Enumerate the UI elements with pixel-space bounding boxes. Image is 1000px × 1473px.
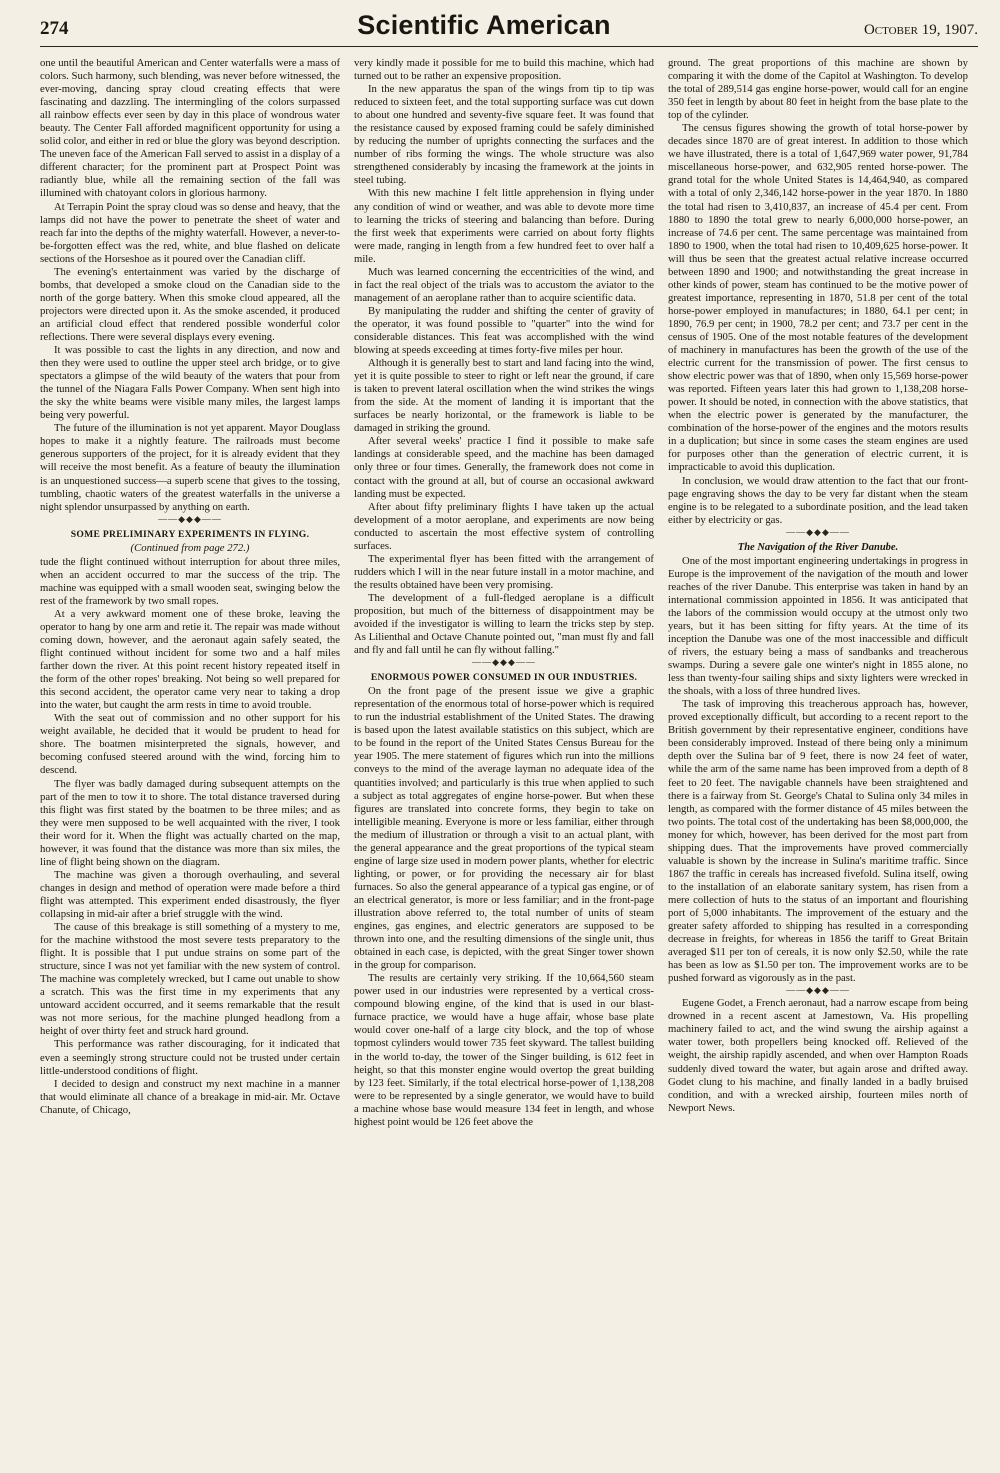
paragraph: One of the most important engineering undertakings in progress in Europe is the improvement of the navigation of the mouth and lower reaches of the river Danube. This enterprise was taken in hand by an international commission appointed in 1856. It was anticipated that the labors of the commission would occupy at the utmost only two years, but it has been sitting for fifty years. At the time of its inception the Danube was one of the most inaccessible and difficult of rivers, the estuary being a mass of sandbanks and treacherous swamps. During a severe gale one winter's night in 1855 alone, no less than twenty-four sailing ships and sixty lighters were wrecked in the shoals, with a loss of three hundred lives.	[668, 554, 968, 698]
paragraph: The experimental flyer has been fitted with the arrangement of rudders which I will in the near future install in a motor machine, and the results obtained have been very promising.	[354, 552, 654, 591]
article-heading-power: ENORMOUS POWER CONSUMED IN OUR INDUSTRIES.	[370, 672, 638, 684]
paragraph: tude the flight continued without interruption for about three miles, when an accident occurred to mar the success of the trip. The machine was equipped with a small wooden seat, swinging below the rest of the framework by two small ropes.	[40, 555, 340, 607]
column-3	[668, 57, 968, 1129]
issue-date: October 19, 1907.	[863, 22, 978, 38]
paragraph: It was possible to cast the lights in any direction, and now and then they were used to outline the upper steel arch bridge, or to give spectators a glimpse of the wild beauty of the waters that pour from the tunnel of the Niagara Falls Power Company. When sent high into the sky the white beams were visible many miles, the largest lamps being very powerful.	[40, 344, 340, 422]
column-2	[354, 57, 654, 1129]
paragraph: one until the beautiful American and Center waterfalls were a mass of colors. Such harmony, such blending, was never before witnessed, the ever-moving, dancing spray cloud creating effects that were fascinating and dazzling. The intermingling of the colors surpassed all rainbow effects ever seen by day in this place of wondrous water beauty. The Center Fall afforded magnificent opportunity for using a solid color, and either in red or blue the glory was beyond description. The uneven face of the American Fall served to assist in a display of a different character; for the prominent part at Prospect Point was radiantly blue, while all the remaining section of the fall was illumined with chatoyant colors in glorious harmony.	[40, 57, 340, 200]
article-columns	[40, 57, 978, 1129]
publication-title: Scientific American	[357, 10, 611, 40]
paragraph: This performance was rather discouraging, for it indicated that even a seemingly strong structure could not be trusted under certain little-understood conditions of flight.	[40, 1038, 340, 1077]
section-divider: ——◆◆◆——	[786, 985, 850, 996]
paragraph: ground. The great proportions of this machine are shown by comparing it with the dome of the Capitol at Washington. To develop the total of 289,514 gas engine horse-power, would call for an engine 350 feet in length by about 80 feet in height from the base plate to the top of the cylinder.	[668, 57, 968, 122]
article-heading-flying: SOME PRELIMINARY EXPERIMENTS IN FLYING.	[70, 528, 310, 540]
article-continuation-note: (Continued from page 272.)	[130, 541, 250, 554]
paragraph: The results are certainly very striking. If the 10,664,560 steam power used in our industries were represented by a vertical cross-compound blowing engine, of the kind that is used in our blast-furnace practice, we would have a huge affair, whose base plate would cover one-half of a large city block, and the top of whose topmost cylinders would tower 735 feet skyward. The tallest building in the world to-day, the tower of the Singer building, is 612 feet in height, so that this monster engine would overtop the great building by 123 feet. Similarly, if the total electrical horse-power of 1,138,208 were to be represented by a single generator, we would have to build a machine whose base would measure 134 feet in length, and whose highest point would be 126 feet above the	[354, 972, 654, 1128]
paragraph: Much was learned concerning the eccentricities of the wind, and in fact the real object of the trials was to accustom the aviator to the management of an aeroplane rather than to acquire scientific data.	[354, 265, 654, 304]
paragraph: The flyer was badly damaged during subsequent attempts on the part of the men to tow it to shore. The total distance traversed during this flight was first stated by the boatmen to be three miles; and as they were men supposed to be well acquainted with the river, I took their word for it. When the flight was actually charted on the map, however, it was found that the distance was more than six miles, the line of flight being shown on the diagram.	[40, 777, 340, 868]
paragraph: I decided to design and construct my next machine in a manner that would eliminate all chance of a breakage in mid-air. Mr. Octave Chanute, of Chicago,	[40, 1077, 340, 1116]
page-number: 274	[40, 18, 69, 39]
paragraph: Eugene Godet, a French aeronaut, had a narrow escape from being drowned in a recent ascent at Jamestown, Va. His propelling machinery failed to act, and the wind swung the airship against a water tower, both propellers being knocked off. Relieved of the weight, the airship rapidly ascended, and when over Hampton Roads suddenly dived toward the water, but again arose and drifted away. Godet clung to his machine, and finally landed in a badly bruised condition, and with a wrecked airship, fourteen miles north of Newport News.	[668, 997, 968, 1114]
paragraph: The evening's entertainment was varied by the discharge of bombs, that developed a smoke cloud on the Canadian side to the north of the gorge battery. When this smoke cloud appeared, all the projectors were directed upon it. As the smoke ascended, it produced an artificial cloud effect that rendered possible wonderful color reflections. There were several displays every evening.	[40, 265, 340, 343]
paragraph: Although it is generally best to start and land facing into the wind, yet it is quite possible to steer to right or left near the ground, if care is taken to prevent lateral oscillation when the wind strikes the wings from the side. At the moment of landing it is important that the surfaces be nearly horizontal, or the framework is liable to be damaged in striking the ground.	[354, 357, 654, 435]
paragraph: At a very awkward moment one of these broke, leaving the operator to hang by one arm and retie it. The repair was made without coming down, however, and the aeronaut again safely seated, the flight continued without incident for some two and a half miles farther down the river. At this point recent history repeated itself in the form of the other ropes' breaking. Not being so well prepared for this second accident, the operator came very near to taking a drop into the water, but caught the arm rests in time to avoid trouble.	[40, 607, 340, 712]
paragraph: At Terrapin Point the spray cloud was so dense and heavy, that the lamps did not have the power to penetrate the sheet of water and reach far into the depths of the mighty waterfall. However, a never-to-be-forgotten effect was the red, white, and blue flashed on delicate sections of the Horseshoe as it poured over the Canadian cliff.	[40, 200, 340, 265]
section-divider: ——◆◆◆——	[472, 657, 536, 668]
article-heading-danube: The Navigation of the River Danube.	[737, 541, 899, 553]
column-1	[40, 57, 340, 1129]
paragraph: The machine was given a thorough overhauling, and several changes in design and method of operation were made before a third flight was attempted. This experiment ended disastrously, the flyer collapsing in mid-air after a brief struggle with the wind.	[40, 868, 340, 920]
paragraph: After several weeks' practice I find it possible to make safe landings at considerable speed, and the machine has been damaged only three or four times. Generally, the framework does not come in contact with the ground at all, but of course an occasional awkward landing must be expected.	[354, 435, 654, 500]
section-divider: ——◆◆◆——	[158, 513, 222, 524]
paragraph: In the new apparatus the span of the wings from tip to tip was reduced to sixteen feet, and the total supporting surface was cut down to about one hundred and seventy-five square feet. It was found that the resistance caused by exposed framing could be safely diminished by reducing the number of uprights connecting the surfaces and the number of ribs forming the wings. The whole structure was also strengthened considerably by incasing the framework at the joints in steel tubing.	[354, 83, 654, 187]
paragraph: With this new machine I felt little apprehension in flying under any condition of wind or weather, and was able to devote more time to learning the tricks of steering and balancing than before. During the first week that experiments were carried on about forty flights were made, ranging in length from a few hundred feet to over half a mile.	[354, 187, 654, 265]
paragraph: The cause of this breakage is still something of a mystery to me, for the machine withstood the most severe tests preparatory to the flight. It is possible that I put undue strains on some part of the structure, since I was not yet familiar with the new system of control. The machine was completely wrecked, but I came out unable to show a scratch. This was the first time in my experiments that any untoward accident occurred, and it seems remarkable that the result was not more serious, for the machine plunged headlong from a height of over thirty feet and struck hard ground.	[40, 921, 340, 1038]
section-divider: ——◆◆◆——	[786, 526, 850, 537]
paragraph: The task of improving this treacherous approach has, however, proved exceptionally difficult, but according to a recent report to the British government by their representative engineer, conditions have been considerably improved. Instead of there being only a minimum depth over the Sulina bar of 9 feet, there is now 24 feet of water, while the arm of the same name has been improved from a depth of 8 feet to 20 feet. The navigable channels have been straightened and there is a fairway from St. George's Chatal to Sulina only 34 miles in length, as compared with the former distance of 45 miles between the two points. The total cost of the undertaking has been $8,000,000, the money for which, however, has been derived for the most part from shipping dues. That the improvements have proved commercially valuable is shown by the increase in Sulina's maritime traffic. Since 1867 the traffic in cereals has increased fivefold. Sulina itself, owing to the installation of an elaborate sanitary system, has risen from a mere collection of huts to the status of an important and flourishing port of 5,000 inhabitants. The improvement of the estuary and the greater safety afforded to shipping has resulted in a corresponding decrease in freights, for whereas in 1856 the tariff to Great Britain averaged $11 per ton of cereals, it is now only $2.50, while the rate has been as low as $1.50 per ton. The improvement works are to be pushed forward as vigorously as in the past.	[668, 698, 968, 985]
masthead	[40, 10, 978, 47]
paragraph: very kindly made it possible for me to build this machine, which had turned out to be rather an expensive proposition.	[354, 57, 654, 83]
paragraph: On the front page of the present issue we give a graphic representation of the enormous total of horse-power which is required to run the industrial establishment of the United States. The drawing is based upon the latest available statistics on this subject, which are to be found in the report of the United States Census Bureau for the year 1905. The mere statement of figures which run into the millions conveys to the mind of the average layman no adequate idea of the quantities involved; and particularly is this true when applied to such a subject as total aggregates of engine horse-power. But when these figures are translated into concrete forms, they begin to take on intelligible meaning. Everyone is more or less familiar, either through the medium of illustration or through a visit to an actual plant, with the general appearance and the great proportions of the typical steam engine of large size used in modern power plants, whether for electric lighting, or power, or for providing the necessary air for blast furnaces. So also the general appearance of a typical gas engine, or of an electrical generator, is more or less familiar; and in the front-page illustration above referred to, the total number of units of steam engines, gas engines, and electric generators are supposed to be thrown into one, and the resulting dimensions of the single unit, thus obtained in each case, is depicted, with the great Singer tower shown in the group for comparison.	[354, 685, 654, 972]
paragraph: The census figures showing the growth of total horse-power by decades since 1870 are of great interest. In addition to those which we have illustrated, there is a total of 1,647,969 water power, 91,784 miscellaneous horse-power, and 632,905 rented horse-power. The grand total for the whole United States is 14,464,940, as compared with a total of only 2,346,142 horse-power in the year 1870. In 1880 the total had risen to 3,410,837, an increase of 45.4 per cent. From 1880 to 1890 the total grew to nearly 6,000,000 horse-power, an increase of 74.6 per cent. The same percentage was maintained from 1890 to 1900, when the total had risen to 10,409,625 horse-power. It will thus be seen that the greatest actual relative increase occurred between 1890 and 1900; and notwithstanding the great increase in other kinds of power, steam has continued to be the motive power of greatest importance, representing in 1870, 51.8 per cent of the total horse-power employed in manufactures; in 1880, 64.1 per cent; in 1890, 76.9 per cent; in 1900, 78.2 per cent; and 73.7 per cent in the census of 1905. One of the most notable features of the development of machinery in manufactures has been the growth of the use of the electric current for the transmission of power. The first census to show electric power was that of 1890, when only 15,569 horse-power was reported. Fifteen years later this had grown to 1,138,208 horse-power. It should be noted, in connection with the above statistics, that when the electric power is generated by the manufacturer, the combination of the horse-power of the engines and the motors results in a duplication; but since in some cases the steam engines are used for purposes other than the generation of electric current, it is impracticable to avoid this duplication.	[668, 122, 968, 474]
paragraph: With the seat out of commission and no other support for his weight available, he decided that it would be prudent to head for shore. The boatmen misinterpreted the signals, however, and becoming confused steered around with the wind, forcing him to descend.	[40, 712, 340, 777]
paragraph: The development of a full-fledged aeroplane is a difficult proposition, but much of the bitterness of disappointment may be avoided if the investigator is willing to learn the tricks step by step. As Lilienthal and Octave Chanute pointed out, "man must fly and fall and fly and fall until he can fly without falling."	[354, 591, 654, 657]
paragraph: The future of the illumination is not yet apparent. Mayor Douglass hopes to make it a nightly feature. The railroads must become generous supporters of the project, for it is already evident that they will receive the most benefit. As a feature of beauty the illumination is an unquestioned success—a superb scene that gives to the tossing, tumbling, chaotic waters of the greatest waterfalls in the universe a night splendor unsurpassed by anything on earth.	[40, 422, 340, 513]
paragraph: By manipulating the rudder and shifting the center of gravity of the operator, it was found possible to "quarter" into the wind for considerable distances. This feat was accomplished with the wind blowing at speeds exceeding at times forty-five miles per hour.	[354, 304, 654, 357]
paragraph: In conclusion, we would draw attention to the fact that our front-page engraving shows the day to be very far distant when the steam engine is to be relegated to a subordinate position, and the lead taken either by electricity or gas.	[668, 474, 968, 526]
paragraph: After about fifty preliminary flights I have taken up the actual development of a motor aeroplane, and experiments are now being conducted to ascertain the most effective system of controlling surfaces.	[354, 500, 654, 552]
